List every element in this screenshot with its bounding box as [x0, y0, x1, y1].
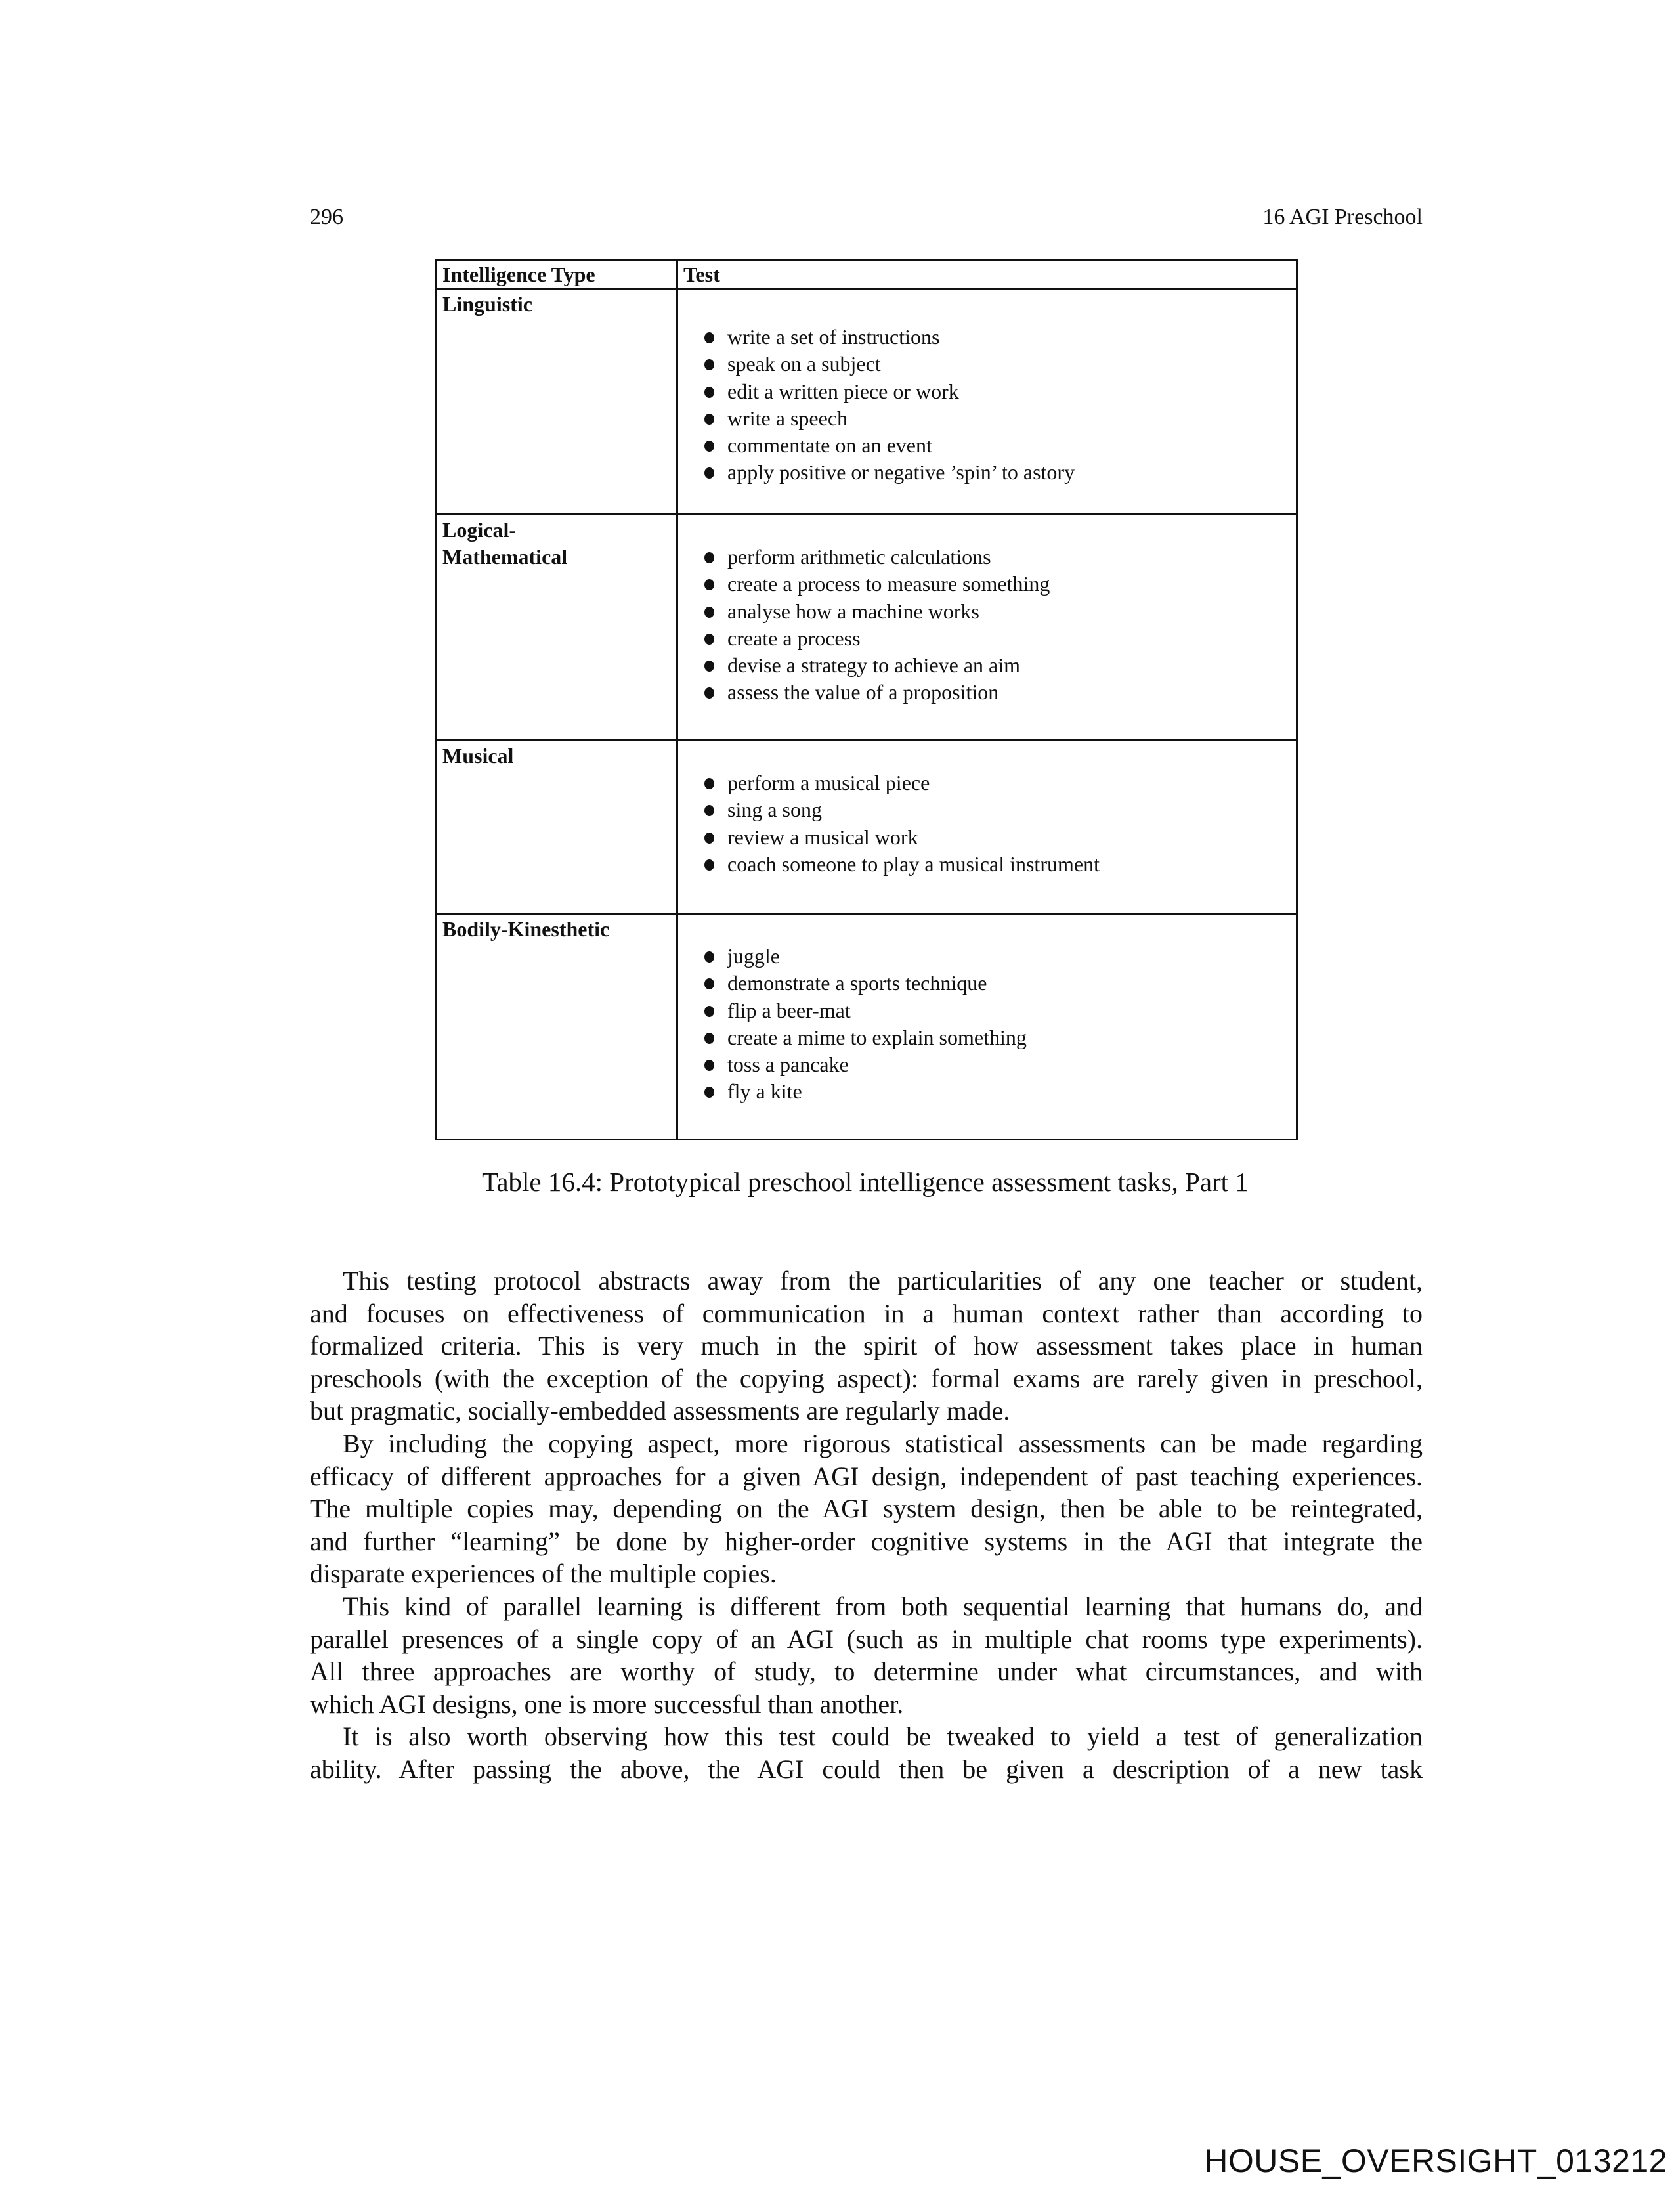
intelligence-type-label: Logical-	[442, 518, 516, 542]
test-item	[704, 1051, 1296, 1078]
test-list-cell	[677, 289, 1297, 515]
intelligence-type-label: Linguistic	[442, 292, 532, 316]
bullet-icon	[704, 1033, 714, 1044]
bullet-icon	[704, 634, 714, 645]
test-item	[704, 459, 1296, 486]
test-item-text: commentate on an event	[727, 433, 932, 458]
test-item-text: perform a musical piece	[727, 771, 930, 794]
table-row	[437, 289, 1297, 515]
paragraph-line: The multiple copies may, depending on the AGI system design, then be able to be reintegrated,	[310, 1494, 1423, 1524]
column-header-type: Intelligence Type	[437, 261, 677, 289]
test-item	[704, 544, 1296, 571]
paragraph-line: but pragmatic, socially-embedded assessments are regularly made.	[310, 1396, 1010, 1426]
test-item-text: coach someone to play a musical instrument	[727, 852, 1100, 876]
running-header: 16 AGI Preschool	[1262, 205, 1423, 229]
table-header-row	[437, 261, 1297, 289]
test-item-text: fly a kite	[727, 1079, 802, 1104]
table-caption: Table 16.4: Prototypical preschool intelligence assessment tasks, Part 1	[482, 1167, 1249, 1197]
test-item	[704, 796, 1296, 823]
intelligence-type-cell	[437, 289, 677, 515]
bullet-icon	[704, 1006, 714, 1017]
test-item	[704, 324, 1296, 351]
paragraph-line: By including the copying aspect, more rigorous statistical assessments can be made regarding	[343, 1428, 1423, 1458]
test-item-text: devise a strategy to achieve an aim	[727, 653, 1021, 678]
bullet-icon	[704, 579, 714, 590]
test-item	[704, 679, 1296, 706]
test-list	[678, 290, 1296, 487]
test-item-text: perform arithmetic calculations	[727, 545, 991, 569]
test-item-text: demonstrate a sports technique	[727, 971, 987, 995]
bullet-icon	[704, 1087, 714, 1098]
paragraph-line: and further “learning” be done by higher-order cognitive systems in the AGI that integrate the	[310, 1526, 1423, 1556]
test-item	[704, 824, 1296, 851]
test-list-cell	[677, 741, 1297, 914]
bullet-icon	[704, 859, 714, 871]
paragraph-line: It is also worth observing how this test could be tweaked to yield a test of generalization	[343, 1722, 1423, 1752]
intelligence-type-cell	[437, 741, 677, 914]
test-item	[704, 770, 1296, 796]
test-item-text: write a set of instructions	[727, 325, 940, 349]
table-row	[437, 741, 1297, 914]
paragraph-line: parallel presences of a single copy of an AGI (such as in multiple chat rooms type experiments).	[310, 1624, 1423, 1654]
intelligence-assessment-table	[435, 259, 1298, 1140]
paragraph-line: which AGI designs, one is more successful than another.	[310, 1689, 904, 1719]
paragraph-line: This testing protocol abstracts away from the particularities of any one teacher or student,	[343, 1266, 1423, 1295]
test-item-text: juggle	[727, 944, 780, 968]
bullet-icon	[704, 332, 714, 343]
test-item	[704, 432, 1296, 459]
test-item-text: assess the value of a proposition	[727, 680, 999, 705]
intelligence-type-label: Bodily-Kinesthetic	[442, 917, 610, 941]
body-text	[310, 1265, 1423, 1786]
bullet-icon	[704, 951, 714, 963]
test-item-text: sing a song	[727, 798, 822, 822]
intelligence-type-label: Mathematical	[442, 545, 568, 569]
test-item	[704, 652, 1296, 679]
test-item-text: flip a beer-mat	[727, 998, 851, 1022]
test-item	[704, 997, 1296, 1024]
intelligence-type-cell	[437, 515, 677, 741]
test-list-cell	[677, 914, 1297, 1140]
bullet-icon	[704, 387, 714, 398]
test-item-text: toss a pancake	[727, 1052, 849, 1077]
test-item	[704, 598, 1296, 625]
bullet-icon	[704, 687, 714, 699]
test-item-text: analyse how a machine works	[727, 599, 979, 623]
bullet-icon	[704, 833, 714, 844]
test-item	[704, 851, 1296, 878]
paragraph-line: formalized criteria. This is very much in the spirit of how assessment takes place in human	[310, 1331, 1423, 1361]
bullet-icon	[704, 414, 714, 425]
test-item-text: speak on a subject	[727, 352, 881, 376]
paragraph-line: efficacy of different approaches for a given AGI design, independent of past teaching experiences.	[310, 1461, 1423, 1491]
bates-stamp: HOUSE_OVERSIGHT_013212	[1204, 2142, 1667, 2179]
paragraph-line: ability. After passing the above, the AGI could then be given a description of a new task	[310, 1754, 1423, 1784]
test-item-text: apply positive or negative ’spin’ to astory	[727, 460, 1075, 485]
test-item	[704, 943, 1296, 970]
test-item	[704, 625, 1296, 652]
paragraph-line: preschools (with the exception of the copying aspect): formal exams are rarely given in preschool,	[310, 1363, 1423, 1393]
test-item	[704, 1078, 1296, 1105]
test-item	[704, 351, 1296, 378]
test-item	[704, 405, 1296, 432]
test-item	[704, 1024, 1296, 1051]
intelligence-type-label: Musical	[442, 744, 514, 768]
table-row	[437, 515, 1297, 741]
test-item-text: create a process	[727, 626, 861, 650]
bullet-icon	[704, 607, 714, 618]
test-item-text: write a speech	[727, 406, 848, 430]
test-item	[704, 970, 1296, 997]
bullet-icon	[704, 359, 714, 370]
test-item-text: edit a written piece or work	[727, 379, 959, 403]
paragraph-line: All three approaches are worthy of study, to determine under what circumstances, and with	[310, 1657, 1423, 1687]
bullet-icon	[704, 805, 714, 816]
bullet-icon	[704, 978, 714, 989]
bullet-icon	[704, 1060, 714, 1071]
test-list-cell	[677, 515, 1297, 741]
intelligence-type-cell	[437, 914, 677, 1140]
bullet-icon	[704, 778, 714, 789]
paragraph-line: This kind of parallel learning is different from both sequential learning that humans do, and	[343, 1591, 1423, 1621]
paragraph-line: disparate experiences of the multiple copies.	[310, 1559, 777, 1589]
test-item-text: review a musical work	[727, 825, 918, 849]
bullet-icon	[704, 467, 714, 479]
test-item-text: create a process to measure something	[727, 572, 1050, 596]
test-item-text: create a mime to explain something	[727, 1025, 1027, 1049]
test-list	[678, 515, 1296, 706]
test-list	[678, 915, 1296, 1106]
test-list	[678, 741, 1296, 878]
column-header-test: Test	[677, 261, 1297, 289]
bullet-icon	[704, 661, 714, 672]
table-row	[437, 914, 1297, 1140]
bullet-icon	[704, 441, 714, 452]
test-item	[704, 571, 1296, 597]
bullet-icon	[704, 552, 714, 563]
paragraph-line: and focuses on effectiveness of communication in a human context rather than according to	[310, 1298, 1423, 1328]
page-number: 296	[310, 205, 343, 229]
test-item	[704, 378, 1296, 405]
